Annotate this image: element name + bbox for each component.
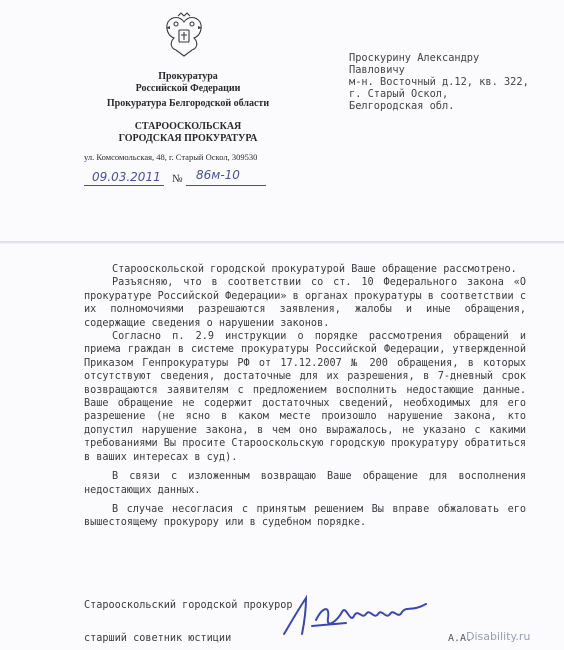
org-line-2: Российской Федерации <box>135 83 241 94</box>
signer-initials: А.А. <box>448 633 473 644</box>
recipient-block <box>349 52 549 112</box>
recipient-line-3: м-н. Восточный д.12, кв. 322, <box>349 76 529 88</box>
page-fold-line <box>0 241 564 244</box>
site-watermark: Disability.ru <box>466 630 531 643</box>
signer-rank: старший советник юстиции <box>84 633 232 644</box>
org-name-prosecution <box>58 71 318 95</box>
org-name-region: Прокуратура Белгородской области <box>106 98 270 109</box>
handwritten-signature-icon <box>276 590 456 640</box>
body-paragraph-4: В связи с изложенным возвращаю Ваше обращение для восполнения недостающих данных. <box>84 471 526 496</box>
org-line-1: Прокуратура <box>158 71 218 82</box>
letter-body <box>84 263 526 530</box>
handwritten-number: 86м-10 <box>196 168 240 182</box>
coat-of-arms-icon <box>162 12 206 60</box>
body-paragraph-1: Старооскольской городской прокуратурой Ваше обращение рассмотрено. <box>112 264 517 275</box>
date-underline <box>84 185 164 186</box>
sender-address: ул. Комсомольская, 48, г. Старый Оскол, 309530 <box>84 152 258 162</box>
number-underline <box>186 185 266 186</box>
org-city-line-1: СТАРООСКОЛЬСКАЯ <box>134 121 242 132</box>
org-city-line-2: ГОРОДСКАЯ ПРОКУРАТУРА <box>118 133 258 144</box>
recipient-line-5: Белгородская обл. <box>349 100 455 112</box>
recipient-line-4: г. Старый Оскол, <box>349 88 449 100</box>
body-paragraph-2: Разъясняю, что в соответствии со ст. 10 Федерального закона «О прокуратуре Российской Федерации» в органах прокуратуры в соответствии с их полномочиями разрешаются заявления, жалобы и иные обращения, содержащие сведения о нарушении законов. <box>84 277 526 329</box>
handwritten-date: 09.03.2011 <box>92 170 161 184</box>
recipient-line-2: Павловичу <box>349 64 405 76</box>
number-sign: № <box>172 173 183 185</box>
org-name-city <box>58 121 318 145</box>
body-paragraph-5: В случае несогласия с принятым решением Вы вправе обжаловать его вышестоящему прокурору или в судебном порядке. <box>84 503 526 529</box>
recipient-line-1: Проскурину Александру <box>349 52 480 64</box>
signer-title: Старооскольский городской прокурор <box>84 600 293 611</box>
body-paragraph-3: Согласно п. 2.9 инструкции о порядке рассмотрения обращений и приема граждан в системе прокуратуры Российской Федерации, утвержденной Приказом Генпрокуратуры РФ от 17.12.2007 № 200 обращения, в которых отсутствуют сведения, достаточные для их разрешения, в 7-дневный срок возвращаются заявителям с предложением восполнить недостающие данные. Ваше обращение не содержит достаточных сведений, необходимых для его разрешение (не ясно в каком месте произошло нарушение закона, кто допустил нарушение закона, в чем оно выражалось, не указано с какими требованиями Вы просите Старооскольскую городскую прокуратуру обратиться в ваших интересах в суд). <box>84 331 526 463</box>
